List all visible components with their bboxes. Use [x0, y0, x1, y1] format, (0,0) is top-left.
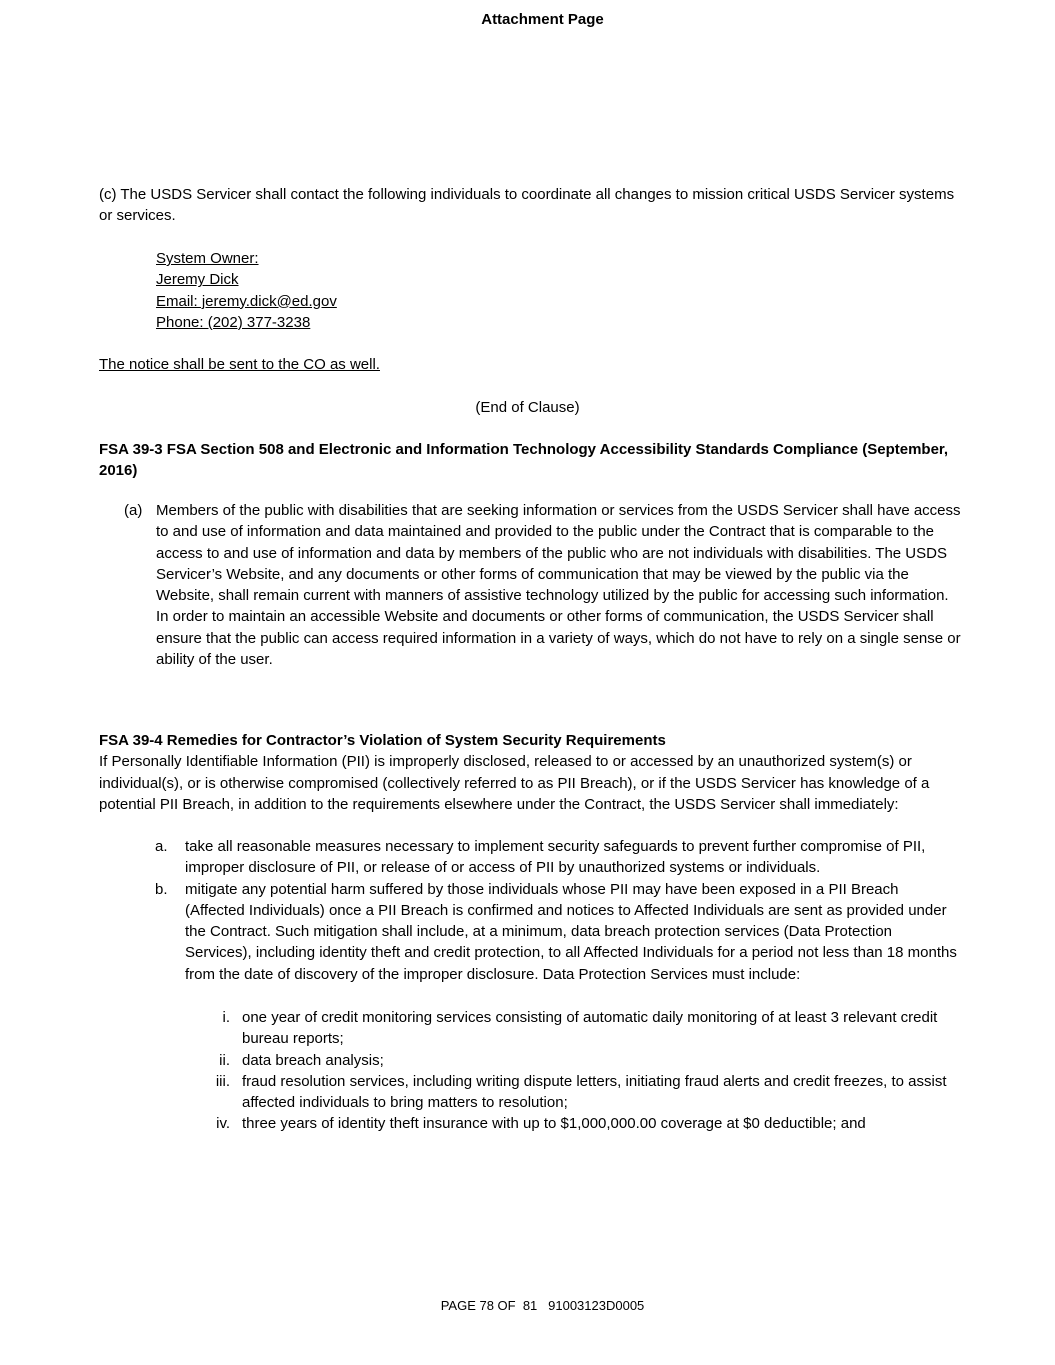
subitem-text: three years of identity theft insurance with up to $1,000,000.00 coverage at $0 deductible; and	[242, 1115, 866, 1133]
section-c-paragraph	[99, 184, 969, 227]
item-a-marker: (a)	[124, 502, 143, 519]
fsa-39-4-sublist	[215, 1007, 960, 1135]
item-text: mitigate any potential harm suffered by those individuals whose PII may have been exposed in a PII Breach (Affected Individuals) once a PII Breach is confirmed and notices to Affected Individuals are sent as provided under the Contract. Such mitigation shall include, at a minimum, data breach protection services (Data Protection Services), including identity theft and credit protection, to all Affected Individuals for a period not less than 18 months from the date of discovery of the improper disclosure. Data Protection Services must include:	[185, 880, 957, 983]
fsa-39-4-heading: FSA 39-4 Remedies for Contractor’s Violation of System Security Requirements	[99, 732, 666, 749]
subitem-text: fraud resolution services, including writing dispute letters, initiating fraud alerts and credit freezes, to assist affected individuals to bring matters to resolution;	[242, 1072, 947, 1112]
contact-email: Email: jeremy.dick@ed.gov	[156, 292, 337, 310]
footer-page-label: PAGE 78 OF 81	[440, 1298, 538, 1313]
list-item	[222, 1007, 960, 1050]
contact-role: System Owner:	[156, 250, 259, 267]
section-c-text: (c) The USDS Servicer shall contact the following individuals to coordinate all changes to mission critical USDS Servicer systems or services.	[99, 186, 955, 225]
footer-doc-number: 91003123D0005	[548, 1298, 645, 1313]
list-item	[124, 500, 961, 670]
subitem-marker: iii.	[215, 1072, 230, 1090]
fsa-39-3-section	[99, 439, 969, 482]
list-item	[215, 1071, 960, 1114]
notice-line	[99, 354, 969, 375]
page-header-title: Attachment Page	[481, 11, 604, 28]
fsa-39-4-list	[155, 836, 960, 985]
subitem-marker: iv.	[216, 1115, 230, 1133]
subitem-text: one year of credit monitoring services consisting of automatic daily monitoring of at least 3 relevant credit bureau reports;	[242, 1009, 938, 1048]
contact-phone: Phone: (202) 377-3238	[156, 313, 311, 331]
notice-text: The notice shall be sent to the CO as well.	[99, 356, 380, 373]
fsa-39-4-section	[99, 730, 959, 815]
list-item	[219, 1050, 960, 1071]
list-item	[216, 1113, 960, 1134]
item-marker: b.	[155, 880, 168, 898]
end-of-clause: (End of Clause)	[475, 399, 580, 416]
item-marker: a.	[155, 838, 168, 855]
fsa-39-3-item-a	[124, 500, 961, 670]
fsa-39-3-heading: FSA 39-3 FSA Section 508 and Electronic and Information Technology Accessibility Standards Compliance (September, 2016)	[99, 441, 949, 480]
subitem-marker: ii.	[219, 1051, 230, 1069]
subitem-text: data breach analysis;	[242, 1051, 384, 1069]
list-item	[155, 836, 960, 879]
page-footer	[0, 1298, 1055, 1314]
item-a-text: Members of the public with disabilities that are seeking information or services from the USDS Servicer shall have access to and use of information and data maintained and provided to the public under the Contract that is comparable to the access to and use of information and data by members of the public who are not individuals with disabilities. The USDS Servicer’s Website, and any documents or other forms of communication that may be viewed by the public via the Website, shall remain current with manners of assistive technology utilized by the public for accessing such information. In order to maintain an accessible Website and documents or other forms of communication, the USDS Servicer shall ensure that the public can access required information in a variety of ways, which do not have to rely on a single sense or ability of the user.	[156, 502, 961, 669]
contact-name: Jeremy Dick	[156, 271, 239, 289]
item-text: take all reasonable measures necessary to implement security safeguards to prevent further compromise of PII, improper disclosure of PII, or release of or access of PII by unauthorized systems or individuals.	[185, 838, 926, 877]
fsa-39-4-intro: If Personally Identifiable Information (PII) is improperly disclosed, released to or accessed by an unauthorized system(s) or individual(s), or is otherwise compromised (collectively referred to as PII Breach), or if the USDS Servicer has knowledge of a potential PII Breach, in addition to the requirements elsewhere under the Contract, the USDS Servicer shall immediately:	[99, 753, 930, 813]
subitem-marker: i.	[222, 1009, 230, 1026]
contact-block	[156, 248, 337, 333]
list-item	[155, 879, 960, 985]
